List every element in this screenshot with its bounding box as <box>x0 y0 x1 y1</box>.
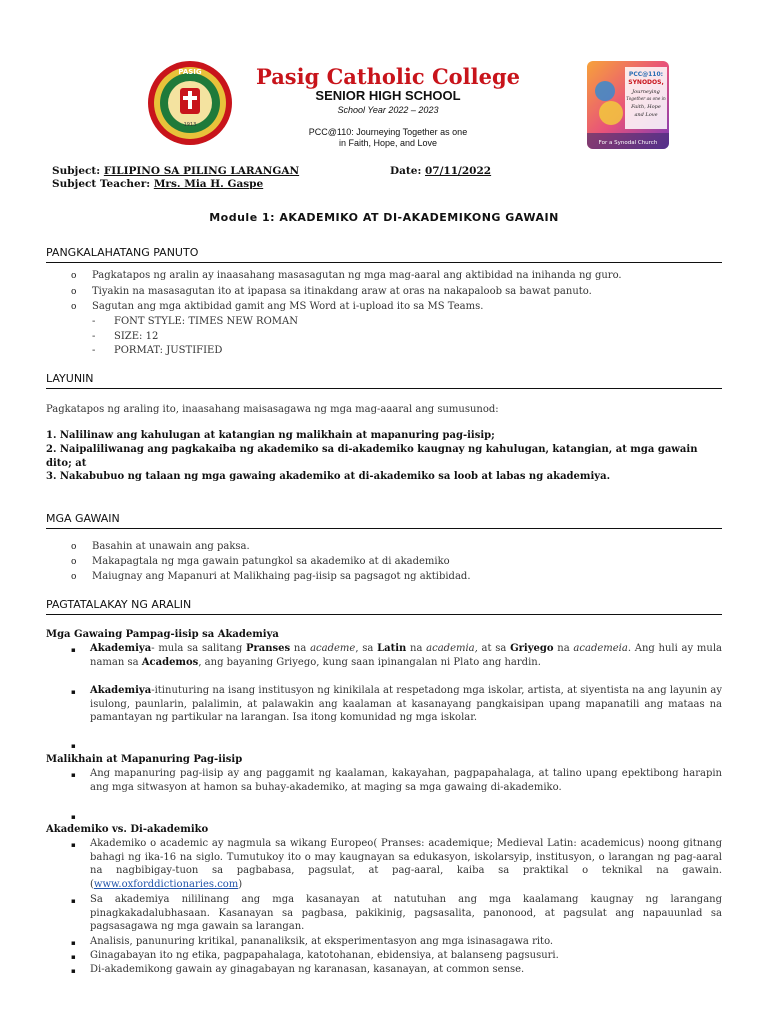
oxford-dictionaries-link[interactable]: www.oxforddictionaries.com <box>93 878 239 890</box>
gawain-item: Maiugnay ang Mapanuri at Malikhaing pag-iisip sa pagsagot ng aktibidad. <box>92 571 471 582</box>
teacher-line: Subject Teacher: Mrs. Mia H. Gaspe <box>52 178 264 190</box>
panuto-subitem: SIZE: 12 <box>114 331 159 342</box>
module-title: Module 1: AKADEMIKO AT DI-AKADEMIKONG GAWAIN <box>209 211 559 224</box>
subheading-akademiko-vs: Akademiko vs. Di-akademiko <box>46 824 209 835</box>
bullet-circle: o <box>71 572 77 582</box>
bullet-square: ▪ <box>71 967 76 975</box>
layunin-item: 3. Nakabubuo ng talaan ng mga gawaing akademiko at di-akademiko sa loob at labas ng akademiya. <box>46 471 611 482</box>
subheading-gawaing-pampag-iisip: Mga Gawaing Pampag-iisip sa Akademiya <box>46 629 279 640</box>
paragraph-analisis: Analisis, panunuring kritikal, pananaliksik, at eksperimentasyon ang mga isinasagawa rito. <box>90 936 554 947</box>
svg-text:PCC@110:: PCC@110: <box>628 71 664 78</box>
paragraph-akademiya-definition: Akademiya-itinuturing na isang institusyon ng kinikilala at respetadong mga iskolar, artista, at siyentista na ang layunin ay isulong, paunlarin, palalimin, at palawakin ang kaalaman at kasanayang pangkaisipan upang mapanatili ang mataas na pamantayan ng partikular na larangan. Isa itong komunidad ng mga iskolar. <box>90 685 722 723</box>
paragraph-mapanuring-pag-iisip: Ang mapanuring pag-iisip ay ang paggamit ng kaalaman, kakayahan, pagpapahalaga, at talino upang epektibong harapin ang mga sitwasyon at hamon sa buhay-akademiko, at maging sa mga gawaing di-akademiko. <box>90 768 722 793</box>
layunin-item: 2. Naipaliliwanag ang pagkakaiba ng akademiko sa di-akademiko kaugnay ng kahulugan, katangian, at mga gawain dito; at <box>46 444 698 469</box>
svg-text:PASIG: PASIG <box>178 68 202 76</box>
panuto-item: Pagkatapos ng aralin ay inaasahang masasagutan ng mga mag-aaral ang aktibidad na inihanda ng guro. <box>92 270 622 281</box>
layunin-item: 1. Nalilinaw ang kahulugan at katangian ng malikhain at mapanuring pag-iisip; <box>46 430 495 441</box>
dash-bullet: - <box>92 331 96 342</box>
school-seal-logo <box>147 60 233 146</box>
gawain-item: Makapagtala ng mga gawain patungkol sa akademiko at di akademiko <box>92 556 450 567</box>
subject-value: FILIPINO SA PILING LARANGAN <box>103 165 300 177</box>
panuto-subitem: PORMAT: JUSTIFIED <box>114 345 223 356</box>
bullet-square: ▪ <box>71 841 76 849</box>
school-year: School Year 2022 – 2023 <box>337 105 439 115</box>
bullet-circle: o <box>71 271 77 281</box>
bullet-circle: o <box>71 287 77 297</box>
bullet-circle: o <box>71 542 77 552</box>
paragraph-akademiya-kasanayan: Sa akademiya nililinang ang mga kasanayan at natutuhan ang mga kaalamang kaugnay ng larangang pinagkakadalubhasaan. Kasanayan sa pagbasa, pakikinig, pagsasalita, panonood, at pagsulat ang napauunlad sa pagsasagawa ng mga gawain sa larangan. <box>90 894 722 932</box>
bullet-square: ▪ <box>71 771 76 779</box>
section-heading-layunin: LAYUNIN <box>46 372 722 389</box>
svg-text:and Love: and Love <box>634 112 658 118</box>
paragraph-etika: Ginagabayan ito ng etika, pagpapahalaga, katotohanan, ebidensiya, at balanseng pagsusuri. <box>90 950 559 961</box>
subheading-malikhain: Malikhain at Mapanuring Pag-iisip <box>46 754 243 765</box>
dash-bullet: - <box>92 316 96 327</box>
theme-text: PCC@110: Journeying Together as one in Faith, Hope, and Love <box>308 127 468 148</box>
bullet-square: ▪ <box>71 742 76 750</box>
panuto-item: Tiyakin na masasagutan ito at ipapasa sa itinakdang araw at oras na nakapaloob sa bawat panuto. <box>92 286 592 297</box>
date-line: Date: 07/11/2022 <box>390 165 492 177</box>
gawain-item: Basahin at unawain ang paksa. <box>92 541 250 552</box>
teacher-value: Mrs. Mia H. Gaspe <box>153 178 264 190</box>
section-heading-pagtatalakay: PAGTATALAKAY NG ARALIN <box>46 598 722 615</box>
section-heading-gawain: MGA GAWAIN <box>46 512 722 529</box>
bullet-circle: o <box>71 557 77 567</box>
bullet-square: ▪ <box>71 813 76 821</box>
svg-text:SYNODOS,: SYNODOS, <box>628 79 664 86</box>
svg-text:Journeying: Journeying <box>632 89 660 95</box>
bullet-square: ▪ <box>71 939 76 947</box>
svg-text:For a Synodal Church: For a Synodal Church <box>598 140 658 146</box>
bullet-circle: o <box>71 302 77 312</box>
bullet-square: ▪ <box>71 646 76 654</box>
paragraph-akademiko-origin: Akademiko o academic ay nagmula sa wikang Europeo( Pranses: academique; Medieval Latin: academicus) noong gitnang bahagi ng ika-16 na siglo. Tumutukoy ito o may kaugnayan sa edukasyon, iskolarsyip, institusyon, o larangan ng pag-aaral na nagbibigay-tuon sa pagbabasa, pagsulat, at pag-aaral, kaiba sa praktikal o teknikal na gawain. (www.oxforddictionaries.com) <box>90 838 722 890</box>
panuto-subitem: FONT STYLE: TIMES NEW ROMAN <box>114 316 298 327</box>
panuto-item: Sagutan ang mga aktibidad gamit ang MS Word at i-upload ito sa MS Teams. <box>92 301 484 312</box>
section-heading-panuto: PANGKALAHATANG PANUTO <box>46 246 722 263</box>
svg-text:1913: 1913 <box>183 122 197 128</box>
layunin-intro: Pagkatapos ng araling ito, inaasahang maisasagawa ng mga mag-aaaral ang sumusunod: <box>46 404 499 415</box>
bullet-square: ▪ <box>71 897 76 905</box>
svg-text:Together as one in: Together as one in <box>626 96 666 101</box>
school-level: SENIOR HIGH SCHOOL <box>315 88 461 103</box>
subject-line: Subject: FILIPINO SA PILING LARANGAN <box>52 165 300 177</box>
date-value: 07/11/2022 <box>424 165 492 177</box>
dash-bullet: - <box>92 345 96 356</box>
svg-text:Faith, Hope: Faith, Hope <box>631 104 661 110</box>
college-name: Pasig Catholic College <box>255 64 521 89</box>
bullet-square: ▪ <box>71 688 76 696</box>
paragraph-di-akademiko: Di-akademikong gawain ay ginagabayan ng karanasan, kasanayan, at common sense. <box>90 964 525 975</box>
synodos-poster-logo <box>587 61 669 149</box>
paragraph-akademiya-etymology: Akademiya- mula sa salitang Pranses na academe, sa Latin na academia, at sa Griyego na academeia. Ang huli ay mula naman sa Academos, ang bayaning Griyego, kung saan ipinangalan ni Plato ang hardin. <box>90 643 722 668</box>
bullet-square: ▪ <box>71 953 76 961</box>
